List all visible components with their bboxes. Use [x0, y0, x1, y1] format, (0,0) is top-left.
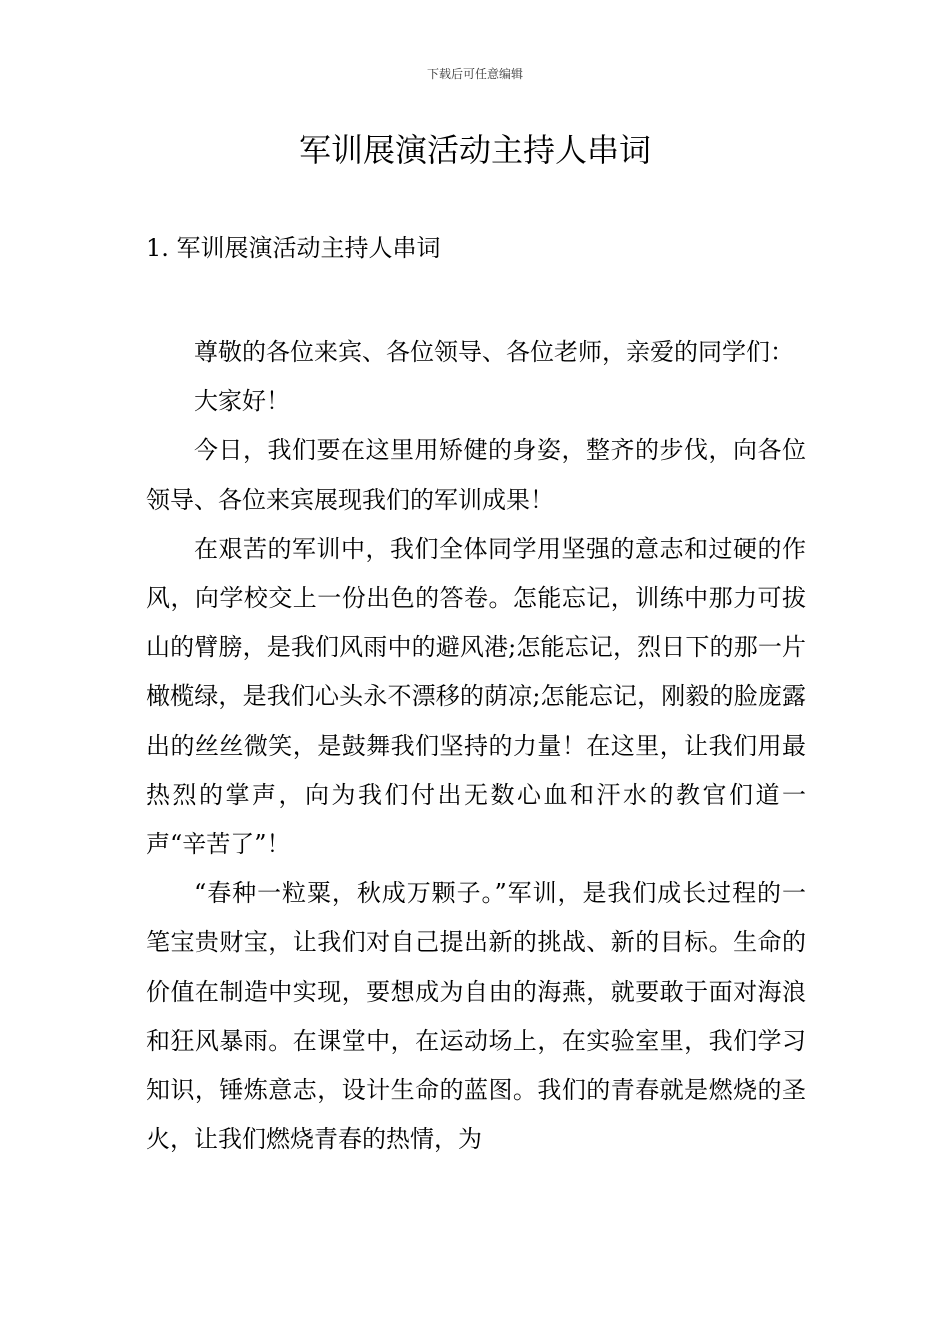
paragraph-hello: 大家好！ — [194, 387, 290, 416]
document-body — [146, 328, 806, 1164]
section-heading: 1. 军训展演活动主持人串词 — [146, 234, 441, 262]
document-title: 军训展演活动主持人串词 — [298, 131, 651, 169]
paragraph-growth: “春种一粒粟，秋成万颗子。”军训，是我们成长过程的一笔宝贵财宝，让我们对自己提出新的挑战、新的目标。生命的价值在制造中实现，要想成为自由的海燕，就要敢于面对海浪和狂风暴雨。在课堂中，在运动场上，在实验室里，我们学习知识，锤炼意志，设计生命的蓝图。我们的青春就是燃烧的圣火，让我们燃烧青春的热情，为 — [146, 879, 806, 1154]
paragraph-greeting: 尊敬的各位来宾、各位领导、各位老师，亲爱的同学们： — [194, 338, 794, 366]
paragraph-training: 在艰苦的军训中，我们全体同学用坚强的意志和过硬的作风，向学校交上一份出色的答卷。怎能忘记，训练中那力可拔山的臂膀，是我们风雨中的避风港;怎能忘记，烈日下的那一片橄榄绿，是我们心头永不漂移的荫凉;怎能忘记，刚毅的脸庞露出的丝丝微笑，是鼓舞我们坚持的力量！在这里，让我们用最热烈的掌声，向为我们付出无数心血和汗水的教官们道一声“辛苦了”！ — [146, 534, 806, 859]
page-header-note: 下载后可任意编辑 — [426, 67, 523, 81]
paragraph-intro: 今日，我们要在这里用矫健的身姿，整齐的步伐，向各位领导、各位来宾展现我们的军训成果！ — [146, 436, 806, 514]
